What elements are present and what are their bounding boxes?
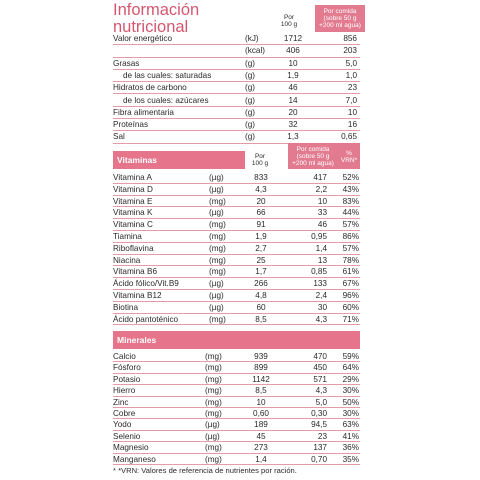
row-per100: 273	[254, 443, 268, 453]
row-per100: 939	[254, 352, 268, 361]
row-label: Valor energético	[113, 34, 173, 43]
row-label: Tiamina	[113, 232, 142, 241]
table-row	[113, 45, 360, 57]
row-unit: (mg)	[209, 196, 226, 206]
vitamins-header-serving: Por comida (sobre 50 g +200 ml agua)	[288, 143, 338, 169]
row-label: Calcio	[113, 352, 136, 361]
table-row	[113, 172, 360, 184]
table-row	[113, 184, 360, 196]
row-per100: 1,4	[255, 454, 267, 464]
table-row	[113, 58, 360, 70]
row-label: Fósforo	[113, 363, 141, 373]
row-per100: 45	[256, 431, 266, 441]
row-serving: 133	[313, 279, 327, 289]
row-label: Manganeso	[113, 454, 156, 464]
row-label: Magnesio	[113, 443, 149, 453]
row-per100: 14	[288, 95, 298, 105]
row-label: Zinc	[113, 397, 129, 407]
row-unit: (g)	[245, 83, 256, 93]
table-row	[113, 231, 360, 243]
table-row	[113, 255, 360, 267]
table-row	[113, 107, 360, 119]
row-per100: 406	[286, 46, 300, 56]
row-vrn: 36%	[342, 443, 359, 453]
vitamins-header-vrn: % VRN*	[338, 143, 360, 169]
row-per100: 266	[254, 279, 268, 289]
row-vrn: 35%	[342, 454, 359, 464]
row-unit: (µg)	[209, 208, 224, 218]
row-unit: (mg)	[209, 243, 226, 253]
row-label: Sal	[113, 132, 125, 142]
row-unit: (mg)	[205, 409, 222, 418]
row-label: Vitamina B12	[113, 291, 162, 300]
row-vrn: 64%	[342, 363, 359, 373]
row-serving: 2,4	[315, 291, 327, 300]
row-serving: 0,65	[341, 132, 357, 142]
row-vrn: 57%	[342, 243, 359, 253]
row-serving: 571	[313, 374, 327, 384]
row-serving: 4,3	[315, 386, 327, 396]
row-per100: 10	[288, 58, 298, 68]
row-unit: (g)	[245, 70, 256, 80]
row-per100: 1,7	[255, 267, 267, 277]
row-unit: (mg)	[205, 363, 222, 373]
row-serving: 0,95	[311, 232, 327, 241]
row-unit: (g)	[245, 95, 256, 105]
table-row	[113, 374, 360, 385]
row-vrn: 50%	[342, 397, 359, 407]
table-row	[113, 278, 360, 290]
row-label: de los cuales: azúcares	[123, 95, 209, 105]
row-vrn: 60%	[342, 302, 359, 312]
row-per100: 1,9	[287, 70, 299, 80]
row-unit: (mg)	[209, 267, 226, 277]
row-vrn: 30%	[342, 386, 359, 396]
table-row	[113, 419, 360, 430]
row-serving: 94,5	[311, 420, 327, 430]
row-per100: 189	[254, 420, 268, 430]
row-label: Yodo	[113, 420, 132, 430]
row-serving: 10	[347, 107, 357, 117]
row-label: Proteínas	[113, 120, 149, 130]
row-unit: (mg)	[209, 220, 226, 230]
row-vrn: 43%	[342, 184, 359, 194]
row-vrn: 29%	[342, 374, 359, 384]
row-serving: 0,85	[311, 267, 327, 277]
row-vrn: 59%	[342, 352, 359, 361]
row-serving: 0,70	[311, 454, 327, 464]
table-row	[113, 196, 360, 208]
row-serving: 10	[317, 196, 327, 206]
row-serving: 417	[313, 173, 327, 182]
row-label: Hidratos de carbono	[113, 83, 187, 93]
row-unit: (mg)	[209, 255, 226, 265]
table-row	[113, 33, 360, 45]
table-row	[113, 351, 360, 362]
row-unit: (mg)	[205, 443, 222, 453]
row-per100: 8,5	[255, 314, 267, 324]
row-serving: 1,4	[315, 243, 327, 253]
row-vrn: 67%	[342, 279, 359, 289]
row-vrn: 86%	[342, 232, 359, 241]
nutrition-header-serving: Por comida (sobre 50 g +200 ml agua)	[315, 5, 365, 32]
row-unit: (mg)	[205, 352, 222, 361]
row-serving: 470	[313, 352, 327, 361]
table-row	[113, 243, 360, 255]
row-unit: (µg)	[209, 279, 224, 289]
table-row	[113, 362, 360, 373]
table-row	[113, 207, 360, 219]
row-label: Selenio	[113, 431, 141, 441]
row-label: Vitamina E	[113, 196, 153, 206]
row-vrn: 63%	[342, 420, 359, 430]
table-row	[113, 119, 360, 131]
row-unit: (g)	[245, 132, 256, 142]
row-unit: (µg)	[205, 431, 220, 441]
table-row	[113, 397, 360, 408]
row-unit: (µg)	[205, 420, 220, 430]
row-per100: 1712	[283, 34, 303, 43]
row-unit: (mg)	[205, 397, 222, 407]
row-unit: (µg)	[209, 302, 224, 312]
row-unit: (mg)	[209, 314, 226, 324]
table-row	[113, 314, 360, 326]
table-row	[113, 70, 360, 82]
row-per100: 66	[256, 208, 266, 218]
row-serving: 16	[347, 120, 357, 130]
row-label: Potasio	[113, 374, 141, 384]
row-unit: (µg)	[209, 291, 224, 300]
row-serving: 23	[317, 431, 327, 441]
vitamins-header-per100: Por 100 g	[251, 153, 269, 167]
row-serving: 1,0	[345, 70, 357, 80]
row-serving: 856	[343, 34, 357, 43]
row-label: Vitamina D	[113, 184, 153, 194]
table-row	[113, 431, 360, 442]
row-per100: 8,5	[255, 386, 267, 396]
row-label: Grasas	[113, 58, 140, 68]
row-serving: 5,0	[345, 58, 357, 68]
row-per100: 4,3	[255, 184, 267, 194]
row-unit: (g)	[245, 107, 256, 117]
vitamins-section-bar: Vitaminas	[113, 151, 245, 169]
row-serving: 33	[317, 208, 327, 218]
row-vrn: 52%	[342, 173, 359, 182]
row-per100: 91	[256, 220, 266, 230]
row-per100: 10	[256, 397, 266, 407]
row-per100: 32	[288, 120, 298, 130]
row-serving: 13	[317, 255, 327, 265]
row-serving: 203	[343, 46, 357, 56]
row-unit: (mg)	[205, 454, 222, 464]
table-row	[113, 290, 360, 302]
row-per100: 20	[256, 196, 266, 206]
row-unit: (mg)	[205, 386, 222, 396]
vrn-footnote: * *VRN: Valores de referencia de nutrientes por ración.	[113, 466, 297, 475]
row-label: Fibra alimentaria	[113, 107, 174, 117]
row-per100: 899	[254, 363, 268, 373]
row-per100: 4,8	[255, 291, 267, 300]
row-unit: (g)	[245, 120, 256, 130]
row-vrn: 83%	[342, 196, 359, 206]
row-per100: 1,3	[287, 132, 299, 142]
row-vrn: 57%	[342, 220, 359, 230]
row-label: Cobre	[113, 409, 136, 418]
row-per100: 46	[288, 83, 298, 93]
row-vrn: 96%	[342, 291, 359, 300]
row-unit: (µg)	[209, 173, 224, 182]
row-label: Vitamina B6	[113, 267, 157, 277]
row-per100: 833	[254, 173, 268, 182]
table-row	[113, 95, 360, 107]
row-serving: 4,3	[315, 314, 327, 324]
row-per100: 25	[256, 255, 266, 265]
row-vrn: 30%	[342, 409, 359, 418]
row-vrn: 41%	[342, 431, 359, 441]
row-unit: (kcal)	[245, 46, 266, 56]
row-serving: 5,0	[315, 397, 327, 407]
row-serving: 0,30	[311, 409, 327, 418]
row-unit: (g)	[245, 58, 256, 68]
table-row	[113, 454, 360, 465]
row-label: Vitamina K	[113, 208, 153, 218]
row-per100: 20	[288, 107, 298, 117]
row-serving: 46	[317, 220, 327, 230]
row-serving: 137	[313, 443, 327, 453]
row-label: Vitamina C	[113, 220, 153, 230]
row-label: Ácido pantoténico	[113, 314, 179, 324]
row-label: de las cuales: saturadas	[123, 70, 212, 80]
row-vrn: 78%	[342, 255, 359, 265]
row-label: Biotina	[113, 302, 139, 312]
row-label: Hierro	[113, 386, 136, 396]
row-label: Niacina	[113, 255, 141, 265]
table-row	[113, 302, 360, 314]
row-unit: (kJ)	[245, 34, 259, 43]
table-row	[113, 131, 360, 143]
minerals-section-bar: Minerales	[113, 331, 360, 349]
row-serving: 30	[317, 302, 327, 312]
row-per100: 2,7	[255, 243, 267, 253]
row-vrn: 61%	[342, 267, 359, 277]
row-per100: 0,60	[253, 409, 269, 418]
row-unit: (mg)	[209, 232, 226, 241]
row-per100: 60	[256, 302, 266, 312]
table-row	[113, 385, 360, 396]
table-row	[113, 408, 360, 419]
table-row	[113, 219, 360, 231]
row-serving: 450	[313, 363, 327, 373]
row-vrn: 44%	[342, 208, 359, 218]
row-label: Riboflavina	[113, 243, 154, 253]
table-row	[113, 82, 360, 94]
row-serving: 23	[347, 83, 357, 93]
row-label: Ácido fólico/Vit.B9	[113, 279, 179, 289]
row-serving: 7,0	[345, 95, 357, 105]
table-row	[113, 266, 360, 278]
row-per100: 1,9	[255, 232, 267, 241]
row-unit: (µg)	[209, 184, 224, 194]
table-row	[113, 442, 360, 453]
nutrition-header-per100: Por 100 g	[280, 14, 298, 28]
row-label: Vitamina A	[113, 173, 152, 182]
row-unit: (mg)	[205, 374, 222, 384]
row-per100: 1142	[252, 374, 270, 384]
row-serving: 2,2	[315, 184, 327, 194]
row-vrn: 71%	[342, 314, 359, 324]
panel-title: Información nutricional	[113, 1, 200, 36]
